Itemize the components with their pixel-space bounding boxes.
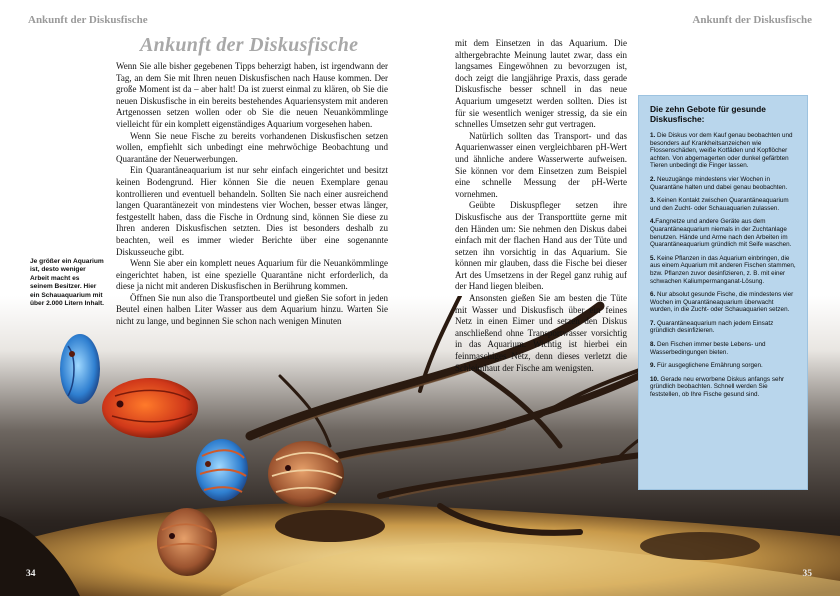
commandment-number: 4. [650, 218, 656, 226]
sidebar-title: Die zehn Gebote für gesunde Diskusfische: [650, 104, 766, 124]
commandment-number: 2. [650, 175, 656, 183]
page-number-right: 35 [802, 569, 812, 579]
paragraph: Wenn Sie alle bisher gegebenen Tipps beherzigt haben, ist irgendwann der Tag, an dem Sie mit Ihren neuen Diskusfischen nach Hause kommen. Der große Moment ist da – aber halt! Da ist zuerst einmal zu klären, ob Sie die neuen Diskusfische in ein bereits bestehendes Aquariensystem mit anderen Artgenossen setzen wollen oder ob Sie die neuen Neuankömmlinge vielleicht für ein komplett eigenständiges Aquarium vorgesehen haben. [116, 61, 388, 129]
discus-fish-brown-bottom [157, 508, 217, 576]
commandment-text: Keinen Kontakt zwischen Quarantäneaquarium und den Zucht- oder Schauaquarien zulassen. [650, 197, 789, 212]
chapter-title: Ankunft der Diskusfische [140, 34, 359, 56]
commandment-item [650, 218, 797, 248]
commandment-text: Quarantäneaquarium nach jedem Einsatz gründlich desinfizieren. [650, 319, 774, 335]
commandment-text: Für ausgeglichene Ernährung sorgen. [657, 362, 763, 370]
commandment-text: Fangnetze und andere Geräte aus dem Quarantäneaquarium niemals in der Zuchtanlage benutzen. Hände und Arme nach den Arbeiten im Quarantäneaquarium gründlich mit Seife waschen. [650, 218, 792, 249]
commandment-item [650, 176, 797, 191]
commandment-item [650, 255, 797, 285]
sidebar-ten-commandments [638, 95, 808, 490]
paragraph: Ansonsten gießen Sie am besten die Tüte mit Wasser und Diskusfisch über ein feines Netz in einen Eimer und setzen den Diskus anschließend ohne Transportwasser vorsichtig in das Aquarium. Wichtig ist hierbei ein feinmaschiges Netz, denn dieses verletzt die Schleimhaut der Fische am wenigsten. [455, 293, 627, 373]
commandment-number: 9. [650, 362, 656, 370]
commandment-item [650, 291, 797, 314]
commandment-number: 10. [650, 375, 659, 383]
commandment-number: 8. [650, 341, 656, 349]
paragraph: mit dem Einsetzen in das Aquarium. Die althergebrachte Meinung lautet zwar, dass ein langsames Eingewöhnen zu bevorzugen ist, doch zeigt die langjährige Praxis, dass gerade Diskusfische besser schnell in das neue Aquarium umgesetzt werden sollten. Dies ist für sie wesentlich weniger stressig, da sie ein schnelles Umsetzen sehr gut vertragen. [455, 38, 627, 130]
discus-fish-brown-right [268, 441, 344, 507]
photo-caption: Je größer ein Aquarium ist, desto weniger Arbeit macht es seinem Besitzer. Hier ein Schauaquarium mit über 2.000 Litern Inhalt. [30, 258, 105, 308]
commandment-item [650, 132, 797, 170]
paragraph: Ein Quarantäneaquarium ist nur sehr einfach eingerichtet und besitzt keinen Bodengrund. Hier können Sie die neuen Exemplare genau kontrollieren und eventuell behandeln. Sollten Sie nach einer ausreichend langen Quarantänezeit von mindestens vier Wochen, besser etwas länger, festgestellt haben, dass die Fische in Ordnung sind, können Sie diese zu Ihren anderen Diskusfischen setzten. Dies ist besonders deshalb zu beachten, weil es immer wieder Berichte über eine sogenannte Diskusseuche gibt. [116, 165, 388, 257]
commandment-number: 1. [650, 132, 656, 139]
paragraph: Natürlich sollten das Transport- und das Aquarienwasser einen vergleichbaren pH-Wert und ähnliche andere Wasserwerte aufweisen. Sie können vor dem Einsetzen zum Beispiel eine schnelle Messung der pH-Werte vornehmen. [455, 130, 627, 199]
body-text-right-column [455, 38, 627, 374]
commandment-text: Den Fischen immer beste Lebens- und Wasserbedingungen bieten. [650, 341, 766, 356]
commandment-item [650, 362, 797, 370]
page-number-left: 34 [26, 569, 36, 579]
commandment-number: 6. [650, 291, 656, 299]
commandment-item [650, 197, 797, 212]
discus-fish-blue-center [196, 439, 248, 501]
commandment-text: Neuzugänge mindestens vier Wochen in Quarantäne halten und dabei genau beobachten. [650, 175, 788, 191]
paragraph: Öffnen Sie nun also die Transportbeutel und gießen Sie sofort in jeden Beutel einen halben Liter Wasser aus dem Aquarium hinzu. Warten Sie nicht zu lange, und beginnen Sie schon nach wenigen Minuten [116, 292, 388, 327]
commandment-text: Die Diskus vor dem Kauf genau beobachten und besonders auf Krankheitsanzeichen wie Flossenschäden, weiße Kotfäden und Kopflöcher achten. Von abgemagerten oder dunkel gefärbten Tieren unbedingt die Finger lassen. [650, 132, 793, 170]
commandment-text: Nur absolut gesunde Fische, die mindestens vier Wochen im Quarantäneaquarium überwacht wurden, in die Zucht- oder Schauaquarien setzen. [650, 291, 794, 314]
commandment-number: 5. [650, 254, 656, 262]
paragraph: Wenn Sie aber ein komplett neues Aquarium für die Neuankömmlinge eingerichtet haben, ist eine spezielle Quarantäne nicht erforderlich, da diese ja nicht mit anderen Diskusfischen in Berührung kommen. [116, 258, 388, 292]
running-header-left: Ankunft der Diskusfische [28, 14, 148, 26]
paragraph: Wenn Sie neue Fische zu bereits vorhandenen Diskusfischen setzen wollen, empfiehlt sich unbedingt eine mehrwöchige Beobachtung und Quarantäne der Neuerwerbungen. [116, 130, 388, 164]
commandment-number: 3. [650, 197, 656, 205]
commandment-item [650, 341, 797, 356]
running-header-right: Ankunft der Diskusfische [692, 14, 812, 26]
discus-fish-blue-left [60, 334, 100, 404]
commandment-item [650, 320, 797, 335]
commandment-text: Keine Pflanzen in das Aquarium einbringen, die aus einem Aquarium mit anderen Fischen stammen, bzw. Pflanzen zuvor desinfizieren, z. B. mit einer schwachen Kaliumpermanganat-Lösung. [650, 254, 796, 285]
commandment-text: Gerade neu erworbene Diskus anfangs sehr gründlich beobachten. Schnell werden Sie feststellen, ob Ihre Fische gesund sind. [650, 375, 785, 399]
body-text-left-column [116, 61, 388, 328]
commandment-number: 7. [650, 319, 656, 327]
paragraph: Geübte Diskuspfleger setzen ihre Diskusfische aus der Transporttüte gerne mit den Händen um: Sie nehmen den Diskus dabei einfach mit der flachen Hand aus der Tüte und setzen ihn vorsichtig in das Aquarium. Sie können mir glauben, dass die Fische bei dieser Art des Umsetzens in der Regel ganz ruhig auf der Hand liegen bleiben. [455, 200, 627, 292]
discus-fish-red-large [102, 378, 198, 438]
commandment-item [650, 376, 797, 399]
